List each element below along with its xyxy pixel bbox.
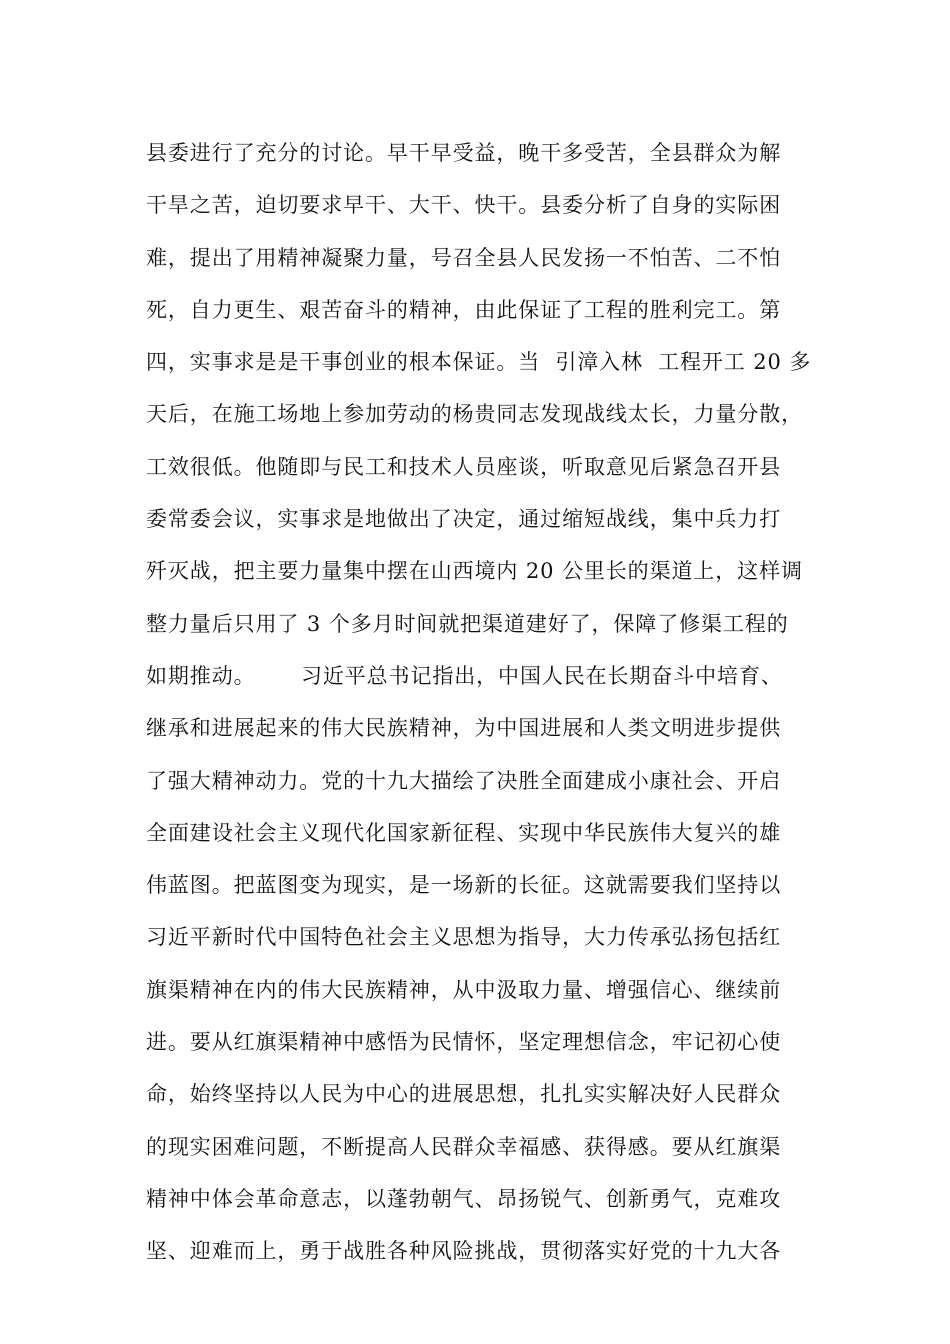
text-line: 伟蓝图。把蓝图变为现实，是一场新的长征。这就需要我们坚持以 bbox=[146, 873, 782, 898]
text-line: 进。要从红旗渠精神中感悟为民情怀，坚定理想信念，牢记初心使 bbox=[146, 1030, 782, 1055]
text-line: 工效很低。他随即与民工和技术人员座谈，听取意见后紧急召开县 bbox=[146, 454, 782, 479]
text-line: 的现实困难问题，不断提高人民群众幸福感、获得感。要从红旗渠 bbox=[146, 1134, 782, 1159]
text-line: 歼灭战，把主要力量集中摆在山西境内 20 公里长的渠道上，这样调 bbox=[146, 559, 803, 584]
text-line: 天后，在施工场地上参加劳动的杨贵同志发现战线太长，力量分散， bbox=[146, 402, 803, 427]
text-line: 四，实事求是是干事创业的根本保证。当 引漳入林 工程开工 20 多 bbox=[146, 350, 812, 375]
text-line: 委常委会议，实事求是地做出了决定，通过缩短战线，集中兵力打 bbox=[146, 507, 782, 532]
text-line: 整力量后只用了 3 个多月时间就把渠道建好了，保障了修渠工程的 bbox=[146, 611, 789, 636]
text-line: 习近平新时代中国特色社会主义思想为指导，大力传承弘扬包括红 bbox=[146, 925, 782, 950]
text-line: 死，自力更生、艰苦奋斗的精神，由此保证了工程的胜利完工。第 bbox=[146, 297, 782, 322]
text-line: 全面建设社会主义现代化国家新征程、实现中华民族伟大复兴的雄 bbox=[146, 820, 782, 845]
text-line: 难，提出了用精神凝聚力量，号召全县人民发扬一不怕苦、二不怕 bbox=[146, 245, 782, 270]
body-text bbox=[146, 133, 826, 1284]
text-line: 如期推动。 习近平总书记指出，中国人民在长期奋斗中培育、 bbox=[146, 663, 783, 688]
text-line: 命，始终坚持以人民为中心的进展思想，扎扎实实解决好人民群众 bbox=[146, 1082, 782, 1107]
text-line: 了强大精神动力。党的十九大描绘了决胜全面建成小康社会、开启 bbox=[146, 768, 782, 793]
text-line: 干旱之苦，迫切要求早干、大干、快干。县委分析了自身的实际困 bbox=[146, 193, 782, 218]
text-line: 旗渠精神在内的伟大民族精神，从中汲取力量、增强信心、继续前 bbox=[146, 977, 782, 1002]
text-line: 继承和进展起来的伟大民族精神，为中国进展和人类文明进步提供 bbox=[146, 716, 782, 741]
text-line: 精神中体会革命意志，以蓬勃朝气、昂扬锐气、创新勇气，克难攻 bbox=[146, 1186, 782, 1211]
text-line: 坚、迎难而上，勇于战胜各种风险挑战，贯彻落实好党的十九大各 bbox=[146, 1239, 782, 1264]
text-line: 县委进行了充分的讨论。早干早受益，晚干多受苦，全县群众为解 bbox=[146, 141, 782, 165]
